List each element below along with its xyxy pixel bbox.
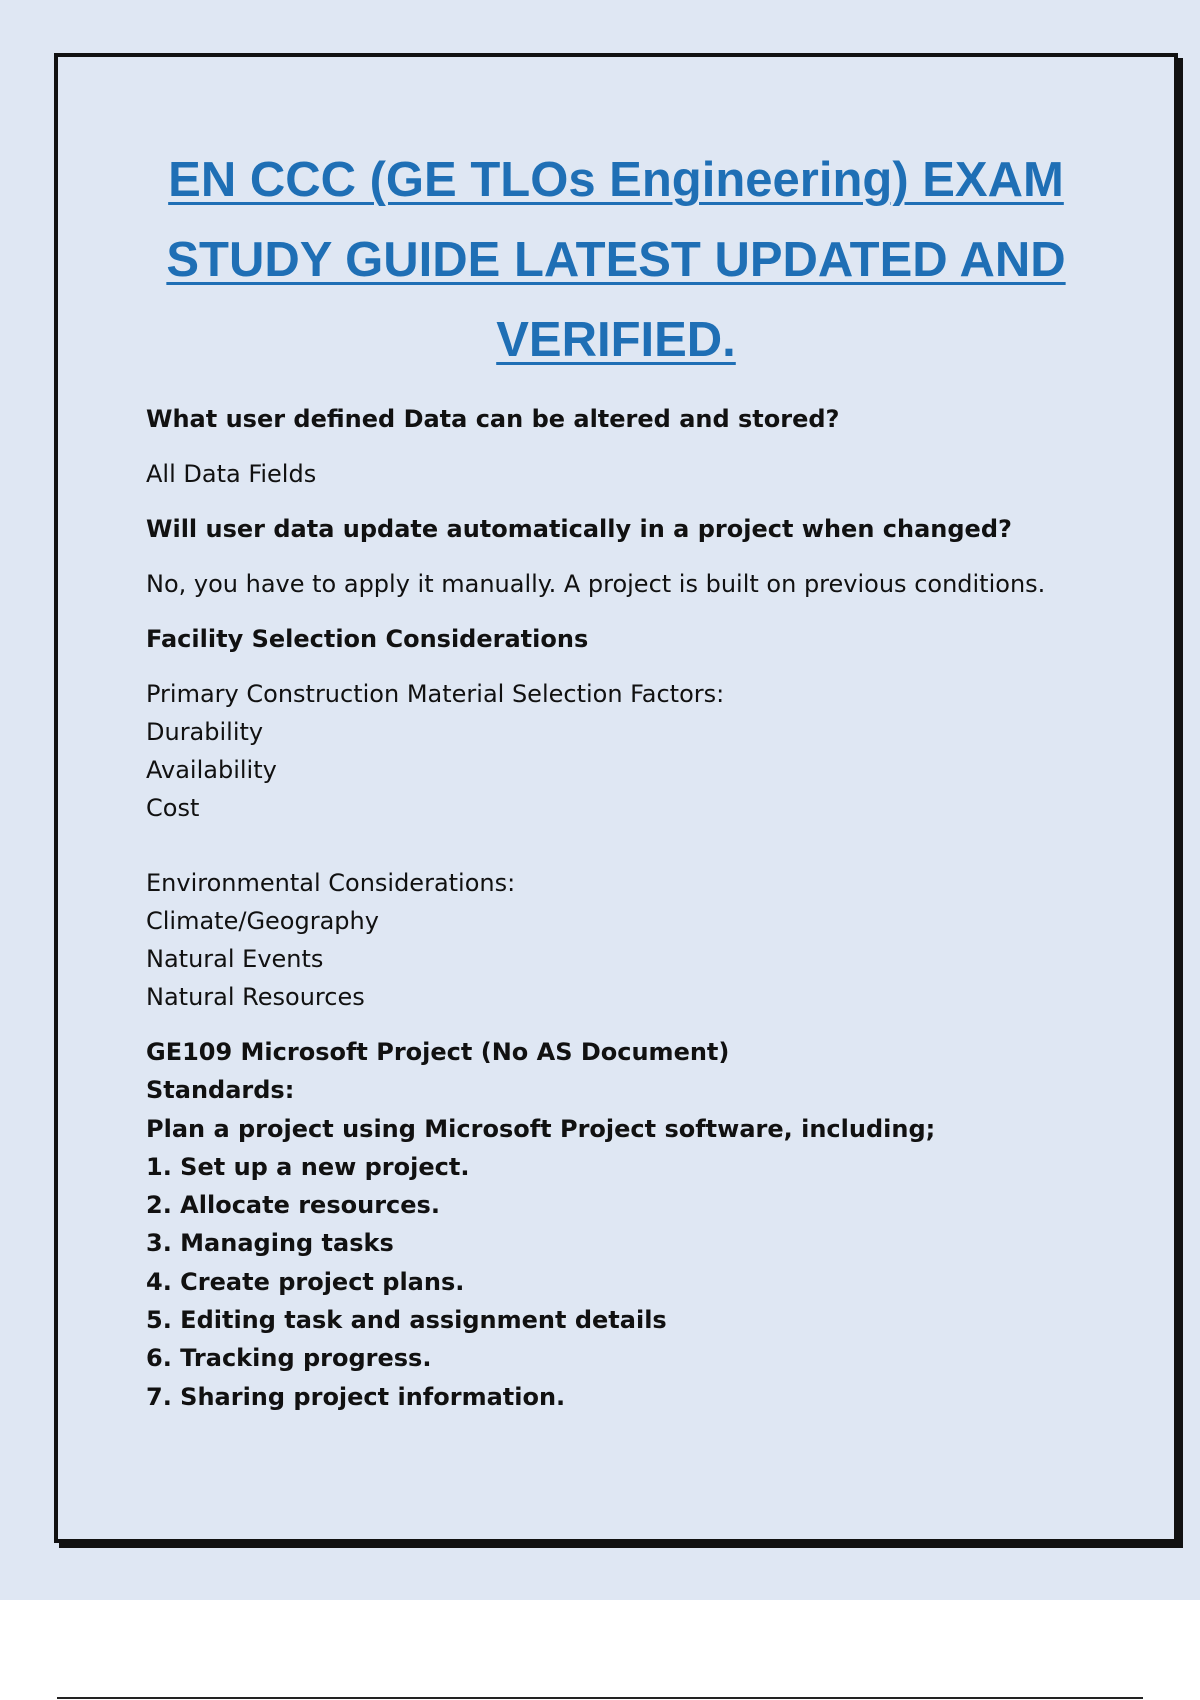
answer-1: All Data Fields bbox=[146, 460, 317, 488]
environment-heading: Environmental Considerations: bbox=[146, 869, 516, 897]
footer-divider bbox=[57, 1697, 1143, 1699]
facility-heading: Facility Selection Considerations bbox=[146, 625, 589, 653]
step-item: 6. Tracking progress. bbox=[146, 1344, 432, 1373]
list-item: Natural Resources bbox=[146, 983, 365, 1011]
question-1: What user defined Data can be altered and stored? bbox=[146, 405, 840, 433]
list-item: Climate/Geography bbox=[146, 907, 379, 935]
list-item: Natural Events bbox=[146, 945, 324, 973]
ge109-intro: Plan a project using Microsoft Project software, including; bbox=[146, 1114, 936, 1143]
document-body bbox=[146, 400, 1106, 1416]
list-item: Durability bbox=[146, 718, 264, 746]
environment-list bbox=[146, 864, 1106, 1016]
ge109-section bbox=[146, 1033, 1106, 1416]
spacer bbox=[146, 827, 1106, 864]
materials-heading: Primary Construction Material Selection Factors: bbox=[146, 680, 725, 708]
standards-label: Standards: bbox=[146, 1076, 295, 1105]
answer-2: No, you have to apply it manually. A project is built on previous conditions. bbox=[146, 570, 1046, 598]
step-item: 4. Create project plans. bbox=[146, 1267, 465, 1296]
materials-list bbox=[146, 675, 1106, 827]
document-title: EN CCC (GE TLOs Engineering) EXAM STUDY GUIDE LATEST UPDATED AND VERIFIED. bbox=[166, 153, 1066, 367]
step-item: 7. Sharing project information. bbox=[146, 1382, 566, 1411]
step-item: 5. Editing task and assignment details bbox=[146, 1306, 667, 1335]
step-item: 1. Set up a new project. bbox=[146, 1152, 470, 1181]
step-item: 2. Allocate resources. bbox=[146, 1191, 440, 1220]
list-item: Availability bbox=[146, 756, 277, 784]
question-2: Will user data update automatically in a project when changed? bbox=[146, 515, 1012, 543]
list-item: Cost bbox=[146, 794, 200, 822]
step-item: 3. Managing tasks bbox=[146, 1229, 394, 1258]
ge109-heading: GE109 Microsoft Project (No AS Document) bbox=[146, 1038, 730, 1066]
